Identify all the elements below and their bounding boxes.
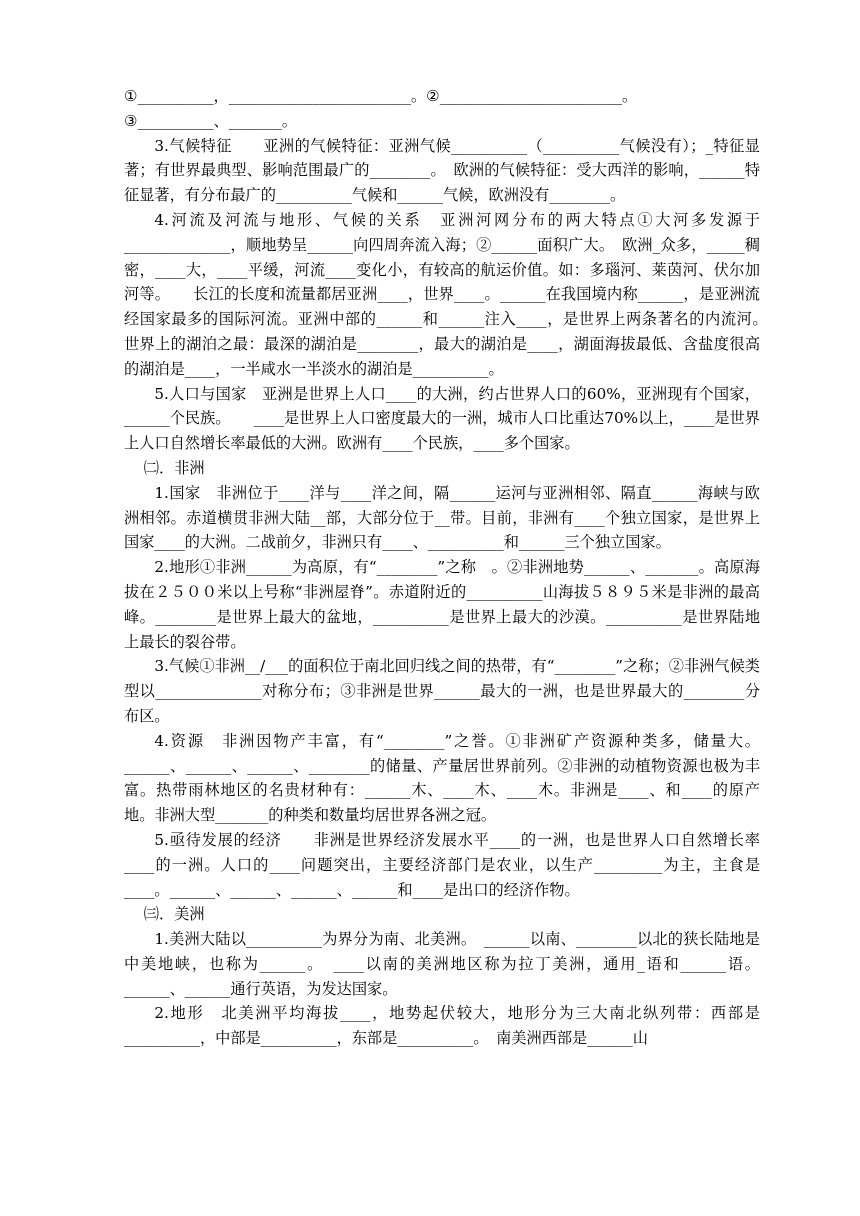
paragraph-asia-terrain-blanks-2: ③__________、_______。: [124, 111, 298, 130]
paragraph-africa-countries: 1.国家 非洲位于____洋与____洋之间，隔______运河与亚洲相邻、隔直______海峡与欧洲相邻。赤道横贯非洲大陆__部，大部分位于__带。目前，非洲有____个独立国家，是世界上国家____的大洲。二战前夕，非洲只有____、__________和______三个独立国家。: [124, 483, 760, 552]
paragraph-asia-population: 5.人口与国家 亚洲是世界上人口____的大洲，约占世界人口的60%，亚洲现有个国家，______个民族。 ____是世界上人口密度最大的一洲，城市人口比重达70%以上，____是世界上人口自然增长率最低的大洲。欧洲有____个民族，____多个国家。: [124, 384, 760, 453]
paragraph-africa-economy: 5.亟待发展的经济 非洲是世界经济发展水平____的一洲，也是世界人口自然增长率____的一洲。人口的____问题突出，主要经济部门是农业，以生产_________为主，主食是____。______、______、______、______和____是出口的经济作物。: [124, 830, 760, 899]
paragraph-asia-terrain-blanks-1: ①__________，________________________。②________________________。: [124, 87, 638, 105]
paragraph-africa-terrain: 2.地形①非洲______为高原，有“________”之称 。②非洲地势______、_______。高原海拔在２５００米以上号称“非洲屋脊”。赤道附近的__________山海拔５８９５米是非洲的最高峰。________是世界上最大的盆地，__________是世界上最大的沙漠。__________是世界陆地上最长的裂谷带。: [124, 558, 760, 651]
paragraph-asia-rivers: 4.河流及河流与地形、气候的关系 亚洲河网分布的两大特点①大河多发源于______________，顺地势呈______向四周奔流入海；②______面积广大。 欧洲_众多，_____稠密，____大，____平缓，河流____变化小，有较高的航运价值。如：多瑙河、莱茵河、伏尔加河等。 长江的长度和流量都居亚洲____，世界____。______在我国境内称______，是亚洲流经国家最多的国际河流。亚洲中部的______和______注入____，是世界上两条著名的内流河。 世界上的湖泊之最：最深的湖泊是________，最大的湖泊是____，湖面海拔最低、含盐度很高的湖泊是____，一半咸水一半淡水的湖泊是__________。: [124, 210, 791, 378]
paragraph-africa-climate: 3.气候①非洲__/___的面积位于南北回归线之间的热带，有“________”之称；②非洲气候类型以______________对称分布；③非洲是世界______最大的一洲，也是世界最大的________分布区。: [124, 657, 760, 725]
paragraph-africa-resources: 4.资源 非洲因物产丰富，有“________”之誉。①非洲矿产资源种类多，储量大。______、______、______、________的储量、产量居世界前列。②非洲的动植物资源也极为丰富。热带雨林地区的名贵材种有：______木、____木、____木。非洲是____、和____的原产地。非洲大型_______的种类和数量均居世界各洲之冠。: [124, 731, 760, 825]
paragraph-asia-climate: 3.气候特征 亚洲的气候特征：亚洲气候__________（__________气候没有）；_特征显著；有世界最典型、影响范围最广的________。 欧洲的气候特征：受大西洋的影响，______特征显著，有分布最广的__________气候和______气候，欧洲没有________。: [124, 136, 760, 205]
document-page: [124, 84, 791, 1051]
section-heading-africa: ㈡．非洲: [143, 458, 205, 477]
paragraph-americas-terrain: 2.地形 北美洲平均海拔____，地势起伏较大，地形分为三大南北纵列带：西部是__________，中部是__________，东部是__________。 南美洲西部是______山: [124, 1004, 760, 1048]
paragraph-americas-division: 1.美洲大陆以__________为界分为南、北美洲。 ______以南、________以北的狭长陆地是中美地峡，也称为______。 ____以南的美洲地区称为拉丁美洲，通用_语和______语。______、______通行英语，为发达国家。: [124, 930, 760, 998]
section-heading-americas: ㈢．美洲: [143, 905, 205, 924]
